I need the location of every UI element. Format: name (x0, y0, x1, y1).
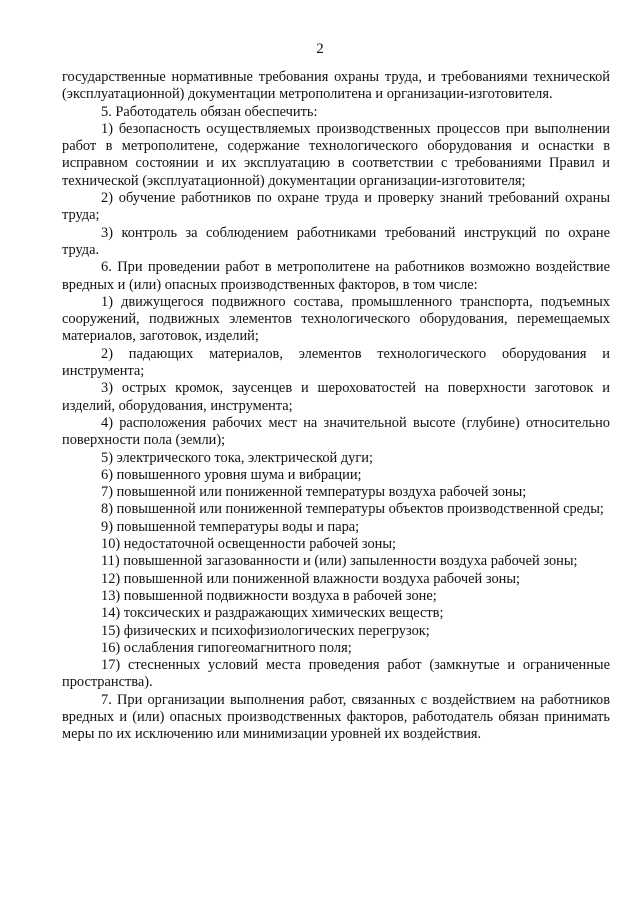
paragraph-6-subitem-4: 4) расположения рабочих мест на значительной высоте (глубине) относительно поверхности пола (земли); (62, 414, 610, 449)
document-body (62, 69, 610, 744)
paragraph-item-7: 7. При организации выполнения работ, связанных с воздействием на работников вредных и (или) опасных производственных факторов, работодатель обязан принимать меры по их исключению или минимизации уровней их воздействия. (62, 691, 610, 743)
paragraph-6-subitem-9: 9) повышенной температуры воды и пара; (101, 518, 360, 535)
page-number: 2 (316, 41, 324, 57)
paragraph-item-5: 5. Работодатель обязан обеспечить: (101, 103, 318, 120)
paragraph-6-subitem-6: 6) повышенного уровня шума и вибрации; (101, 466, 362, 483)
paragraph-6-subitem-16: 16) ослабления гипогеомагнитного поля; (101, 639, 352, 656)
paragraph-6-subitem-8: 8) повышенной или пониженной температуры объектов производственной среды; (101, 501, 604, 518)
paragraph-6-subitem-2: 2) падающих материалов, элементов технологического оборудования и инструмента; (62, 345, 610, 380)
paragraph-5-subitem-1: 1) безопасность осуществляемых производственных процессов при выполнении работ в метрополитене, содержание технологического оборудования и оснастки в исправном состоянии и их эксплуатацию в соответствии с требованиями Правил и технической (эксплуатационной) документации организации-изготовителя; (62, 120, 610, 189)
paragraph-6-subitem-1: 1) движущегося подвижного состава, промышленного транспорта, подъемных сооружений, подвижных элементов технологического оборудования, перемещаемых материалов, заготовок, изделий; (62, 293, 610, 345)
paragraph-5-subitem-2: 2) обучение работников по охране труда и проверку знаний требований охраны труда; (62, 190, 610, 224)
paragraph-6-subitem-15: 15) физических и психофизиологических перегрузок; (101, 622, 430, 639)
paragraph-6-subitem-10: 10) недостаточной освещенности рабочей зоны; (101, 536, 397, 553)
paragraph-continuation: государственные нормативные требования охраны труда, и требованиями технической (эксплуатационной) документации метрополитена и организации-изготовителя. (62, 69, 610, 103)
paragraph-6-subitem-11: 11) повышенной загазованности и (или) запыленности воздуха рабочей зоны; (101, 553, 578, 570)
paragraph-6-subitem-14: 14) токсических и раздражающих химических веществ; (101, 605, 444, 622)
paragraph-5-subitem-3: 3) контроль за соблюдением работниками требований инструкций по охране труда. (62, 224, 610, 258)
paragraph-6-subitem-5: 5) электрического тока, электрической дуги; (101, 449, 373, 466)
paragraph-6-subitem-13: 13) повышенной подвижности воздуха в рабочей зоне; (101, 587, 437, 604)
paragraph-6-subitem-17: 17) стесненных условий места проведения работ (замкнутые и ограниченные пространства). (62, 657, 610, 691)
paragraph-6-subitem-7: 7) повышенной или пониженной температуры воздуха рабочей зоны; (101, 484, 527, 501)
paragraph-6-subitem-12: 12) повышенной или пониженной влажности воздуха рабочей зоны; (101, 570, 521, 587)
paragraph-item-6: 6. При проведении работ в метрополитене на работников возможно воздействие вредных и (или) опасных производственных факторов, в том числе: (62, 259, 610, 293)
paragraph-6-subitem-3: 3) острых кромок, заусенцев и шероховатостей на поверхности заготовок и изделий, оборудования, инструмента; (62, 380, 610, 414)
